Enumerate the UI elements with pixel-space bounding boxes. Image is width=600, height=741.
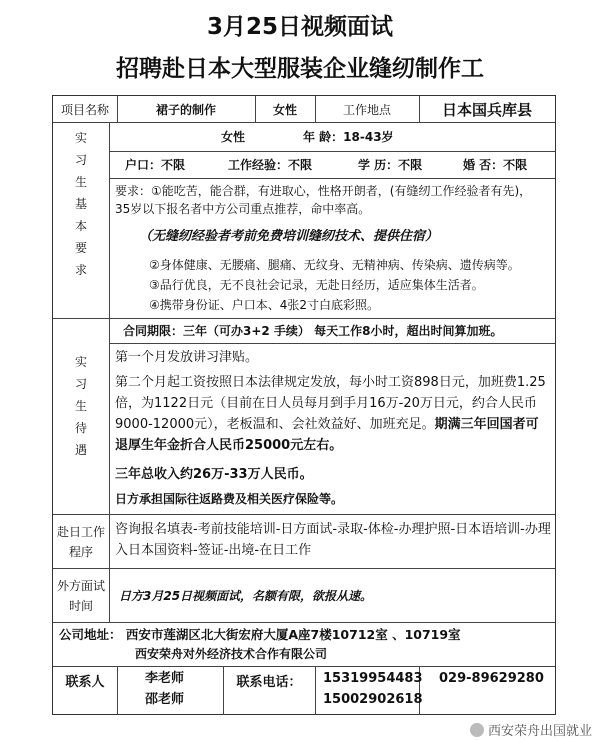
company-name: 西安荣舟对外经济技术合作有限公司 [135, 647, 328, 661]
contact-person1: 李老师 [145, 671, 185, 686]
contact-person2: 邵老师 [145, 692, 185, 707]
req-marriage: 婚 否：不限 [463, 158, 528, 172]
requirements-side-label: 实 习 生 基 本 要 求 [74, 131, 87, 277]
row-treatment [53, 319, 555, 515]
req-hukou: 户口：不限 [125, 158, 186, 172]
procedure-text: 咨询报名填表-考前技能培训-日方面试-录取-体检-办理护照-日本语培训-办理入日本国资料-签证-出境-在日工作 [115, 522, 551, 558]
project-name: 裙子的制作 [155, 102, 216, 117]
req-experience: 工作经验：不限 [228, 158, 313, 172]
address-line1: 公司地址： 西安市莲湖区北大街宏府大厦A座7楼10712室 、10719室 [59, 627, 461, 642]
row-interview [53, 569, 555, 623]
row-address [53, 623, 555, 667]
gender-value: 女性 [272, 102, 297, 117]
treatment-p4: 日方承担国际往返路费及相关医疗保险等。 [115, 492, 344, 506]
req-age: 年 龄：18-43岁 [303, 130, 394, 144]
landline: 029-89629280 [439, 671, 544, 686]
req-gender: 女性 [221, 130, 246, 144]
treatment-p3: 三年总收入约26万-33万人民币。 [115, 467, 313, 482]
req-highlight: （无缝纫经验者考前免费培训缝纫技术、提供住宿） [139, 229, 439, 244]
title-main: 招聘赴日本大型服装企业缝纫制作工 [116, 56, 484, 82]
req-education: 学 历：不限 [358, 158, 423, 172]
req-item3: ③品行优良，无不良社会记录，无赴日经历，适应集体生活者。 [149, 278, 484, 292]
row-contact [53, 667, 555, 715]
row-project [53, 96, 555, 123]
location-value: 日本国兵库县 [441, 100, 532, 119]
treatment-contract: 合同期限：三年（可办3+2 手续） 每天工作8小时，超出时间算加班。 [123, 324, 503, 338]
treatment-side-label: 实 习 生 待 遇 [74, 355, 87, 457]
treatment-p1: 第一个月发放讲习津贴。 [115, 350, 259, 365]
req-item2: ②身体健康、无腰痛、腿痛、无纹身、无精神病、传染病、遗传病等。 [149, 258, 520, 272]
watermark: 西安荣舟出国就业 [470, 720, 592, 739]
procedure-label: 赴日工作 程序 [56, 524, 105, 559]
row-requirements [53, 123, 555, 319]
row-procedure [53, 515, 555, 569]
treatment-p2: 第二个月起工资按照日本法律规定发放，每小时工资898日元，加班费1.25倍，为1122日元（目前在日人员每月到手月16万-20万日元，约合人民币9000-12000元），老板温和、会社效益好、加班充足。期满三年回国者可退厚生年金折合人民币25000元左右。 [115, 375, 546, 453]
project-label: 项目名称 [60, 102, 109, 117]
interview-text: 日方3月25日视频面试，名额有限，欲报从速。 [119, 589, 373, 603]
req-item4: ④携带身份证、户口本、4张2寸白底彩照。 [149, 298, 380, 312]
contact-label: 联系人 [65, 674, 105, 690]
title-date: 3月25日视频面试 [206, 14, 393, 40]
location-label: 工作地点 [342, 102, 391, 117]
phone1: 15319954483 [323, 671, 423, 686]
phone-label: 联系电话： [236, 674, 302, 690]
req-item1: 要求：①能吃苦，能合群，有进取心，性格开朗者，(有缝纫工作经验者有先)，35岁以下报名者中方公司重点推荐，命中率高。 [115, 184, 532, 216]
recruitment-table [52, 95, 556, 715]
phone2: 15002902618 [323, 692, 423, 707]
wechat-icon [470, 723, 484, 737]
interview-label: 外方面试 时间 [56, 578, 105, 613]
